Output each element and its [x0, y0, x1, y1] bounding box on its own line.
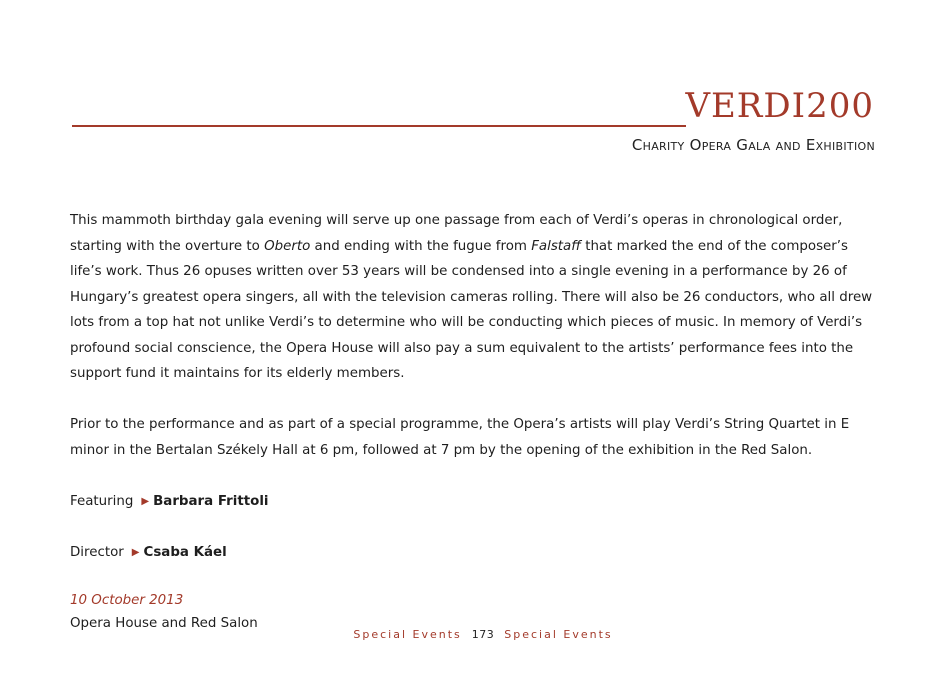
- triangle-right-icon: ▶: [131, 546, 140, 558]
- triangle-right-icon: ▶: [141, 495, 150, 507]
- footer-section-left: Special Events: [353, 628, 462, 641]
- description-text: that marked the end of the composer’s life’s work. Thus 26 opuses written over 53 years will be condensed into a single evening in a performance by 26 of Hungary’s greatest opera singers, all with the television cameras rolling. There will also be 26 conductors, who all drew lots from a top hat not unlike Verdi’s to determine who will be conducting which pieces of music. In memory of Verdi’s profound social conscience, the Opera House will also pay a sum equivalent to the artists’ performance fees into the support fund it maintains for its elderly members.: [70, 238, 873, 381]
- credit-director: [70, 540, 882, 566]
- credit-featuring: [70, 489, 882, 515]
- page-title: VERDI200: [685, 86, 874, 126]
- description-text: and ending with the fugue from: [310, 238, 532, 254]
- header-rule: [72, 125, 686, 127]
- event-venue: Opera House and Red Salon: [70, 615, 258, 631]
- page-number: 173: [471, 628, 495, 641]
- main-content: [70, 208, 882, 637]
- credit-role: Director: [70, 544, 124, 560]
- footer-section-right: Special Events: [504, 628, 613, 641]
- credit-role: Featuring: [70, 493, 134, 509]
- event-date: 10 October 2013: [70, 592, 184, 608]
- credit-name: Csaba Káel: [143, 544, 227, 560]
- description-text: This mammoth birthday gala evening will serve up one passage from each of Verdi’s operas in chronological order, starting with the overture to: [70, 213, 843, 254]
- page-subtitle: Charity Opera Gala and Exhibition: [631, 136, 875, 154]
- opera-title-falstaff: Falstaff: [531, 238, 581, 254]
- description-paragraph-1: [70, 208, 882, 387]
- opera-title-oberto: Oberto: [264, 238, 311, 254]
- description-paragraph-2: Prior to the performance and as part of a special programme, the Opera’s artists will play Verdi’s String Quartet in E minor in the Bertalan Székely Hall at 6 pm, followed at 7 pm by the opening of the exhibition in the Red Salon.: [70, 417, 850, 458]
- credit-name: Barbara Frittoli: [153, 493, 269, 509]
- page-footer: [0, 628, 944, 641]
